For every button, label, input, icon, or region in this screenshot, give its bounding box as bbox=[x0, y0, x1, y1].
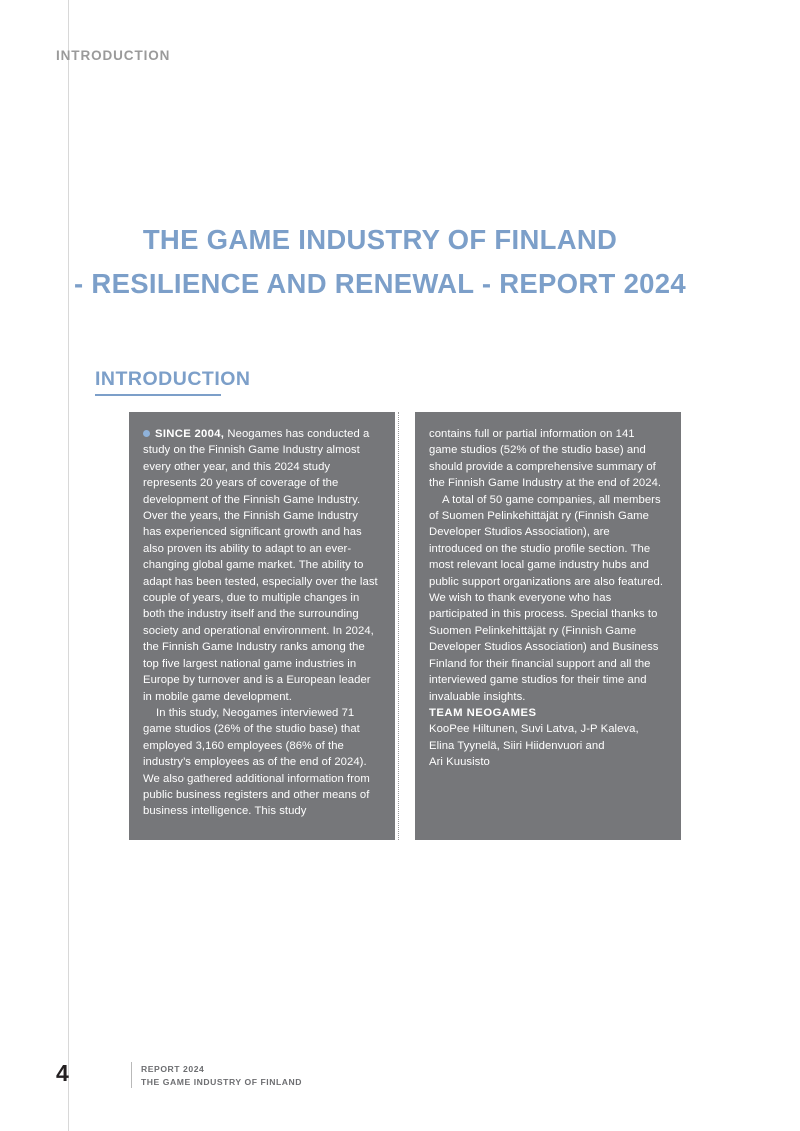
team-line-3: Ari Kuusisto bbox=[429, 756, 490, 769]
paragraph-left-1-text: Neogames has conducted a study on the Finnish Game Industry almost every other year, and this 2024 study represents 20 years of coverage of the development of the Finnish Game Industry. Over the years, the Finnish Game Industry has experienced significant growth and has also proven its ability to adapt to an ever-changing global game market. The ability to adapt has been tested, especially over the last couple of years, due to multiple changes in both the industry itself and the surrounding society and operational environment. In 2024, the Finnish Game Industry ranks among the top five largest national game industries in Europe by turnover and is a European leader in mobile game development. bbox=[143, 428, 378, 703]
lead-in-text: SINCE 2004, bbox=[155, 428, 225, 440]
footer-line-2: THE GAME INDUSTRY OF FINLAND bbox=[141, 1076, 303, 1087]
team-line-1: KooPee Hiltunen, Suvi Latva, J-P Kaleva, bbox=[429, 723, 639, 736]
text-column-right bbox=[415, 412, 681, 840]
paragraph-left-2: In this study, Neogames interviewed 71 game studios (26% of the studio base) that employed 3,160 employees (86% of the industry’s employees as of the end of 2024). We also gathered additional information from public business registers and other means of business intelligence. This study bbox=[143, 706, 370, 818]
page-number: 4 bbox=[56, 1060, 69, 1086]
paragraph-right-2: A total of 50 game companies, all members of Suomen Pelinkehittäjät ry (Finnish Game Developer Studios Association), are introduced on the studio profile section. The most relevant local game industry hubs and public support organizations are also featured. We wish to thank everyone who has participated in this process. Special thanks to Suomen Pelinkehittäjät ry (Finnish Game Developer Studios Association) and Business Finland for their financial support and all the interviewed game studios for their time and invaluable insights. bbox=[429, 493, 664, 703]
running-header: INTRODUCTION bbox=[56, 48, 171, 63]
bullet-icon bbox=[143, 430, 150, 437]
paragraph-left-1 bbox=[143, 426, 379, 705]
team-heading: TEAM NEOGAMES bbox=[429, 706, 537, 719]
page-title-line-2: - RESILIENCE AND RENEWAL - REPORT 2024 bbox=[74, 268, 686, 299]
page-left-rule bbox=[68, 0, 69, 1131]
footer-text bbox=[141, 1063, 302, 1088]
column-divider bbox=[398, 412, 399, 840]
section-heading-underline bbox=[95, 394, 221, 396]
body-columns bbox=[129, 412, 681, 840]
paragraph-right-1: contains full or partial information on 141 game studios (52% of the studio base) and should provide a comprehensive summary of the Finnish Game Industry at the end of 2024. bbox=[429, 428, 662, 490]
text-column-left bbox=[129, 412, 395, 840]
footer-divider bbox=[131, 1062, 132, 1088]
page-title-line-1: THE GAME INDUSTRY OF FINLAND bbox=[142, 224, 618, 255]
footer-line-1: REPORT 2024 bbox=[141, 1064, 205, 1074]
team-line-2: Elina Tyynelä, Siiri Hiidenvuori and bbox=[429, 739, 605, 752]
page-title bbox=[0, 218, 760, 306]
section-heading: INTRODUCTION bbox=[95, 368, 251, 390]
